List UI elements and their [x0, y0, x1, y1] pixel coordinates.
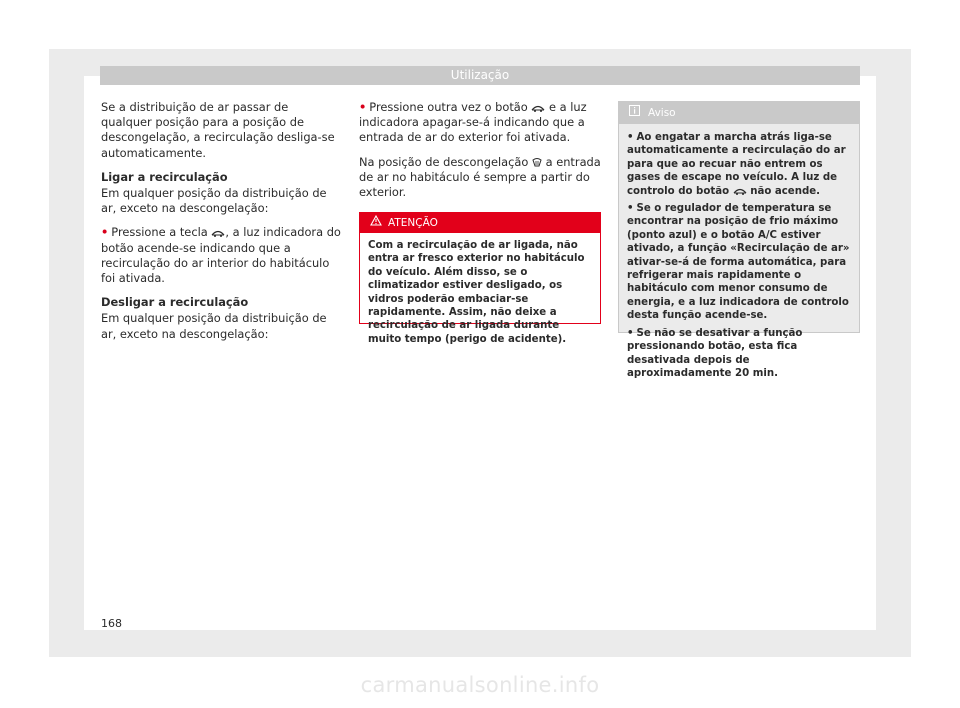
note-item-2: • Se o regulador de temperatura se encontrar na posição de frio máximo (ponto azul) e o botão A/C estiver ativado, a função «Recirculação de ar» ativar-se-á de forma automática, para refrigerar mais rapidamente o habitáculo com menor consumo de energia, e a luz indicadora de controlo desta função acende-se.: [627, 203, 850, 322]
heading-disable-recirculation: Desligar a recirculação: [101, 295, 249, 310]
note-item-3: • Se não se desativar a função pressionando botão, esta fica desativada depois de aproximadamente 20 min.: [627, 327, 803, 379]
car-recirculation-icon: [733, 187, 747, 195]
enable-step: • Pressione a tecla , a luz indicadora do botão acende-se indicando que a recirculação do ar interior do habitáculo foi ativada.: [101, 225, 341, 286]
left-column: [101, 100, 341, 351]
car-recirculation-icon: [211, 229, 225, 237]
note-header: [619, 102, 859, 124]
note-content: [619, 124, 859, 380]
disable-step: • Pressione outra vez o botão e a luz indicadora apagar-se-á indicando que a entrada de ar do exterior foi ativada.: [359, 100, 587, 145]
bullet-icon: •: [627, 132, 634, 143]
bullet-icon: •: [627, 327, 634, 339]
warning-triangle-icon: [370, 213, 382, 233]
warning-header: [360, 213, 600, 233]
note-item-1: • Ao engatar a marcha atrás liga-se automaticamente a recirculação do ar para que ao recuar não entrem os gases de escape no veículo. A luz de controlo do botão não acende.: [627, 132, 846, 197]
heading-enable-recirculation: Ligar a recirculação: [101, 169, 228, 184]
car-recirculation-icon: [531, 104, 545, 112]
disable-condition-text: Em qualquer posição da distribuição de ar, exceto na descongelação:: [101, 311, 327, 341]
middle-column: [359, 100, 601, 209]
note-box: [618, 101, 860, 379]
defrost-paragraph: Na posição de descongelação a entrada de ar no habitáculo é sempre a partir do exterior.: [359, 154, 601, 200]
warning-text: Com a recirculação de ar ligada, não entra ar fresco exterior no habitáculo do veículo. Além disso, se o climatizador estiver desligado, os vidros poderão embaciar-se rapidamente. Assim, não deixe a recirculação de ar ligada durante muito tempo (perigo de acidente).: [368, 240, 585, 345]
bullet-icon: •: [101, 225, 109, 240]
warning-title: ATENÇÃO: [388, 217, 438, 229]
bullet-icon: •: [627, 203, 634, 215]
info-icon: [629, 102, 640, 124]
enable-condition-text: Em qualquer posição da distribuição de ar, exceto na descongelação:: [101, 186, 327, 216]
bullet-icon: •: [359, 100, 367, 114]
section-header: Utilização: [100, 66, 860, 85]
warning-box: [359, 212, 601, 345]
note-title: Aviso: [648, 107, 676, 119]
page-number: 168: [101, 617, 122, 630]
windshield-defrost-icon: [532, 157, 542, 167]
intro-paragraph: Se a distribuição de ar passar de qualquer posição para a posição de descongelação, a recirculação desliga-se automaticamente.: [101, 100, 335, 160]
watermark: carmanualsonline.info: [360, 673, 600, 697]
